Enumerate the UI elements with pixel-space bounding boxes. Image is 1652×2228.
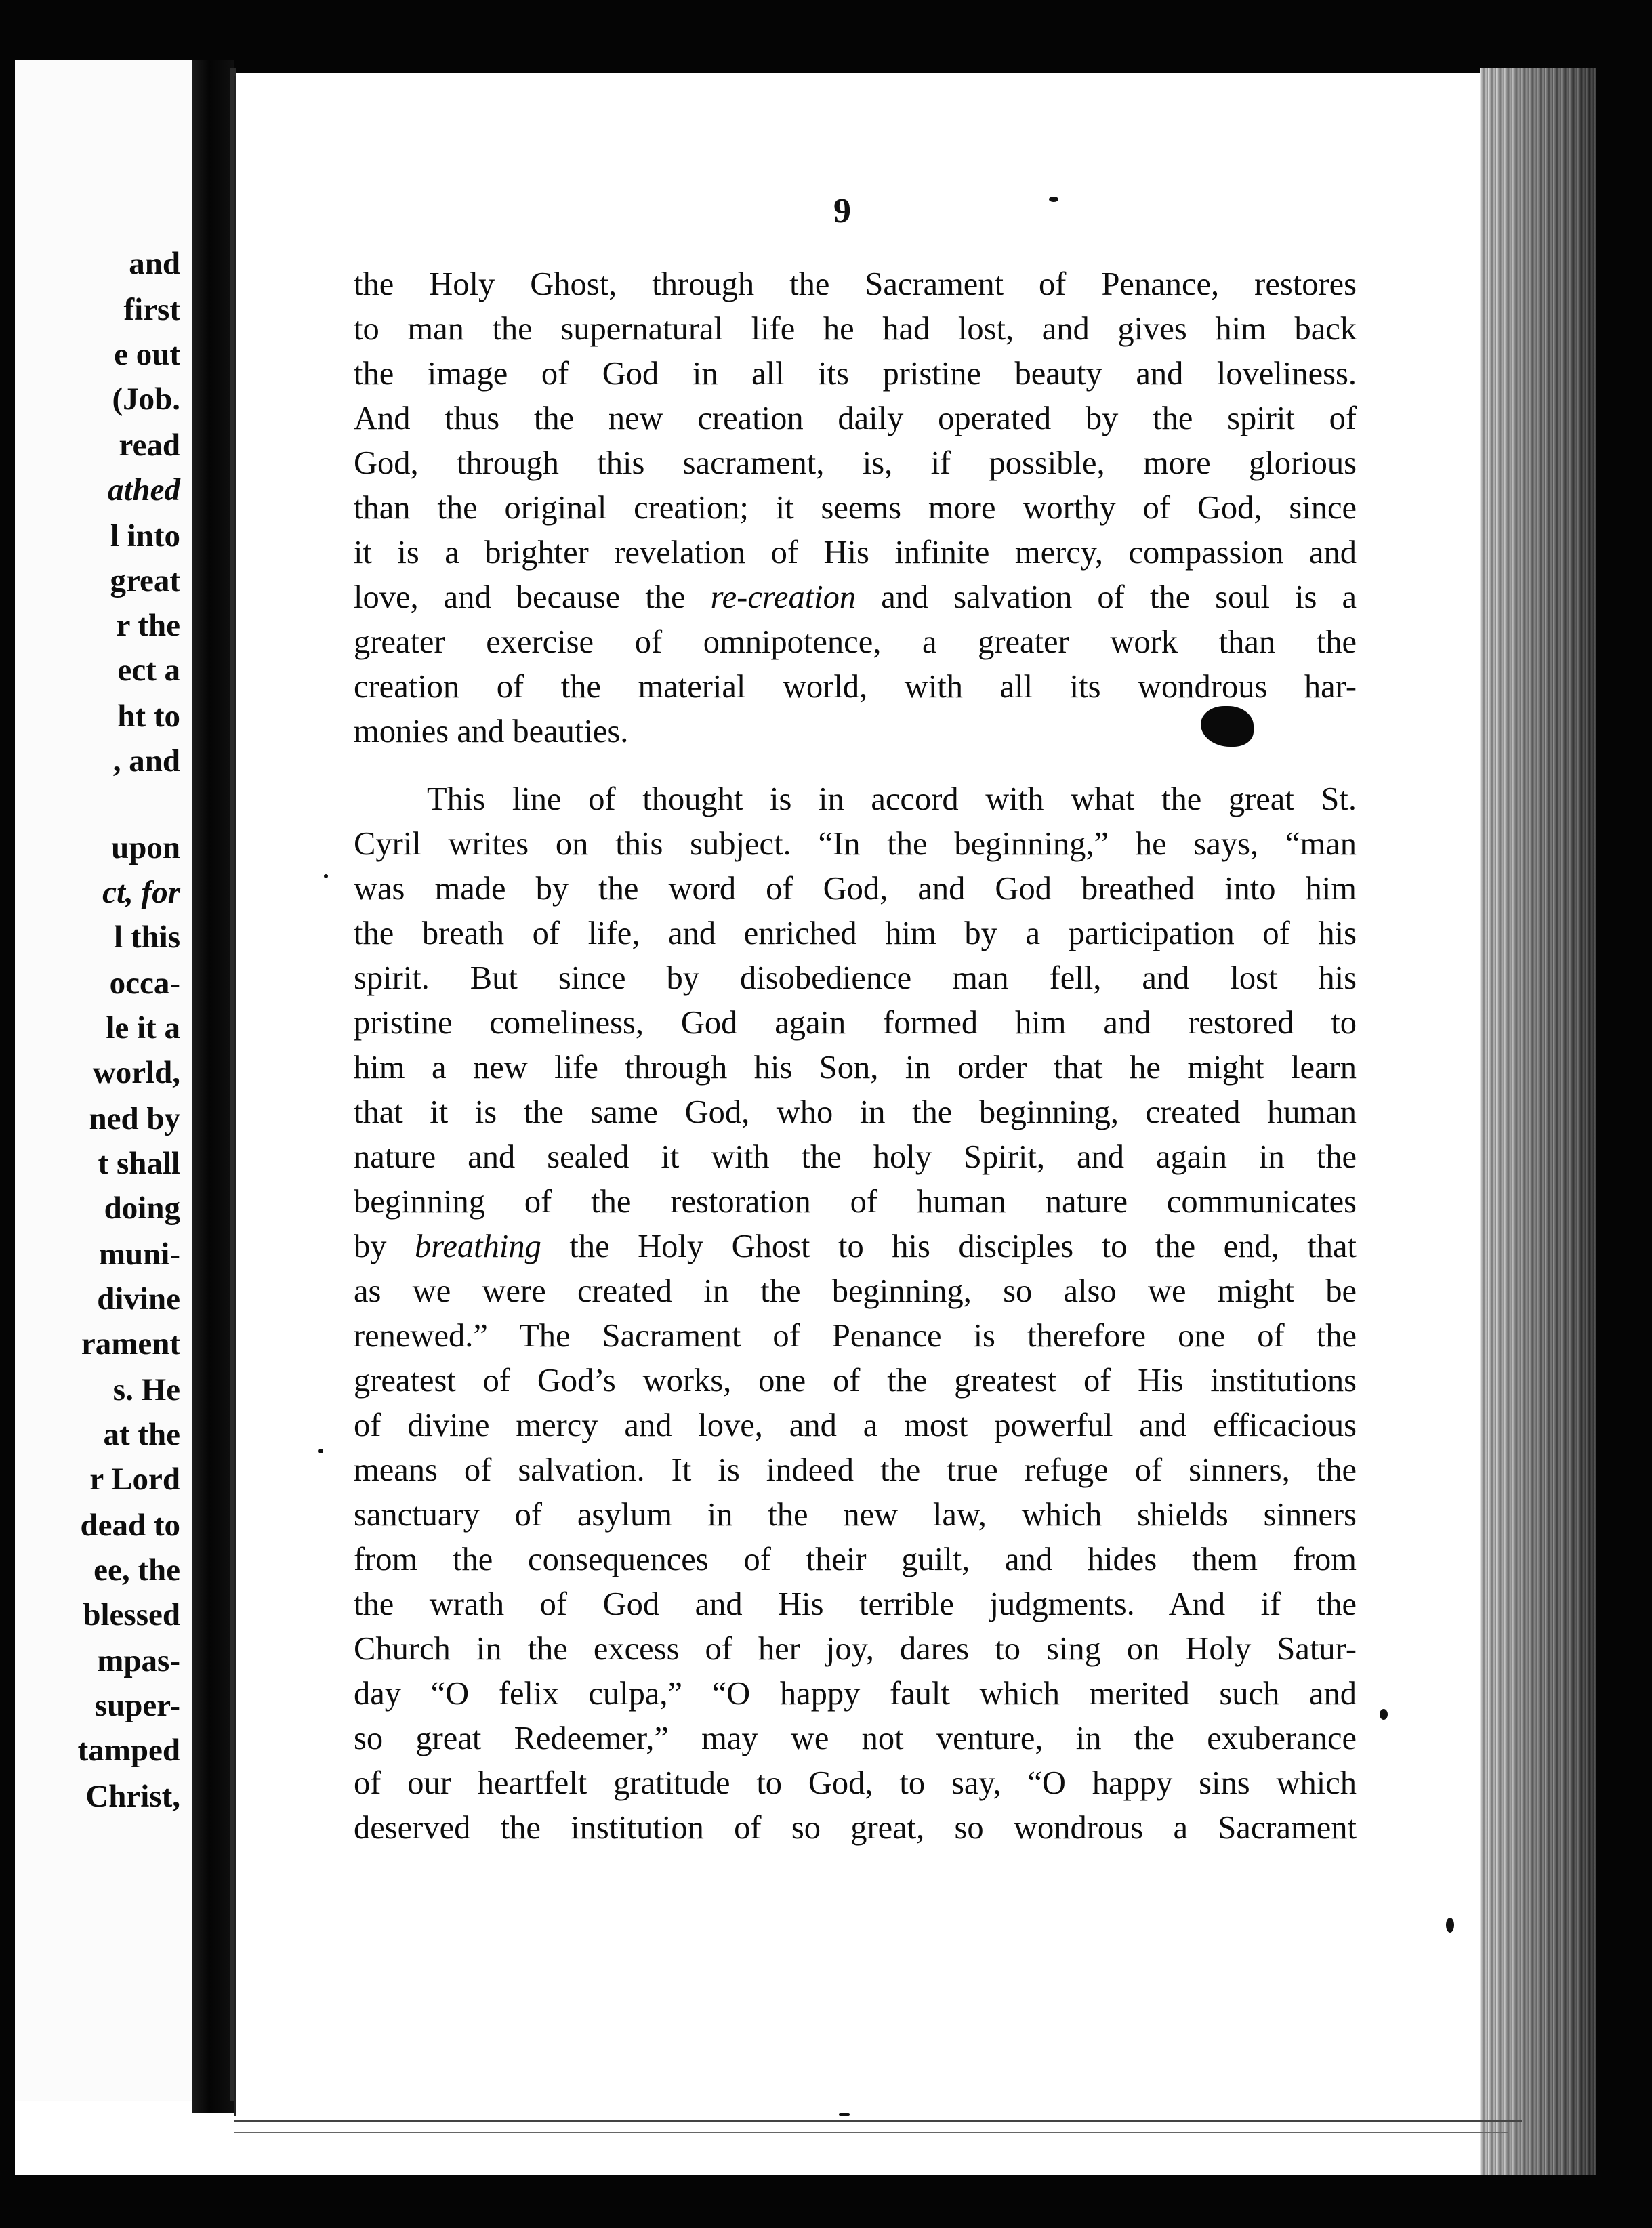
prev-line: s. He: [112, 1372, 180, 1407]
text-segment: love, and because the: [354, 579, 711, 615]
text-line: was made by the word of God, and God breathed into him: [354, 871, 1357, 907]
page-number: 9: [833, 192, 851, 230]
ink-speck: [1380, 1709, 1388, 1720]
page-edges-shade: [1480, 68, 1596, 2175]
prev-line: first: [123, 292, 180, 327]
text-line: the breath of life, and enriched him by a participation of his: [354, 915, 1357, 951]
text-line: creation of the material world, with all its wondrous har-: [354, 669, 1357, 705]
prev-line: t shall: [98, 1146, 180, 1181]
scan-frame-bottom: [0, 2175, 1652, 2228]
prev-line: r Lord: [89, 1462, 180, 1497]
prev-line: mpas-: [97, 1643, 180, 1678]
text-line: deserved the institution of so great, so wondrous a Sacrament: [354, 1810, 1357, 1846]
prev-line: athed: [107, 472, 180, 508]
prev-line: e out: [114, 337, 180, 372]
prev-line: (Job.: [112, 381, 180, 417]
prev-line: l into: [110, 518, 180, 554]
scan-frame-top: [0, 0, 1652, 73]
text-line: beginning of the restoration of human nature communicates: [354, 1184, 1357, 1220]
prev-line: world,: [92, 1055, 180, 1090]
text-segment: by: [354, 1229, 415, 1264]
prev-line: blessed: [83, 1597, 180, 1632]
text-line: it is a brighter revelation of His infinite mercy, compassion and: [354, 535, 1357, 571]
prev-line: ct, for: [102, 875, 180, 910]
italic-word: re-creation: [710, 579, 856, 615]
prev-line: occa-: [109, 966, 180, 1001]
text-line: God, through this sacrament, is, if possible, more glorious: [354, 445, 1357, 481]
ink-speck: [324, 874, 328, 878]
text-line: of divine mercy and love, and a most powerful and efficacious: [354, 1407, 1357, 1443]
text-line: from the consequences of their guilt, and hides them from: [354, 1542, 1357, 1577]
prev-line: divine: [97, 1281, 180, 1317]
text-line: This line of thought is in accord with what the great St.: [427, 781, 1357, 817]
text-line: greater exercise of omnipotence, a greater work than the: [354, 624, 1357, 660]
prev-line: ht to: [117, 699, 180, 734]
text-line-with-italic: [354, 581, 1357, 615]
prev-line: upon: [111, 830, 180, 865]
text-segment: and salvation of the soul is a: [856, 579, 1357, 615]
prev-line: dead to: [80, 1508, 180, 1543]
prev-line: muni-: [98, 1237, 180, 1272]
text-line: greatest of God’s works, one of the greatest of His institutions: [354, 1363, 1357, 1399]
prev-line: le it a: [106, 1010, 180, 1046]
prev-line: tamped: [77, 1733, 180, 1768]
book-gutter: [192, 60, 234, 2113]
prev-line: l this: [114, 920, 180, 955]
prev-line: doing: [104, 1191, 180, 1226]
prev-line: r the: [116, 608, 180, 643]
text-line-with-italic: [354, 1231, 1357, 1264]
italic-word: breathing: [415, 1229, 541, 1264]
text-segment: the Holy Ghost to his disciples to the end, that: [541, 1229, 1357, 1264]
text-line: pristine comeliness, God again formed him and restored to: [354, 1005, 1357, 1041]
ink-speck: [318, 1449, 323, 1453]
text-line: nature and sealed it with the holy Spirit, and again in the: [354, 1139, 1357, 1175]
prev-line: rament: [81, 1326, 180, 1361]
text-line: And thus the new creation daily operated by the spirit of: [354, 400, 1357, 436]
text-line: means of salvation. It is indeed the true refuge of sinners, the: [354, 1452, 1357, 1488]
text-line: him a new life through his Son, in order that he might learn: [354, 1050, 1357, 1086]
text-line: than the original creation; it seems more worthy of God, since: [354, 490, 1357, 526]
ink-speck: [1049, 197, 1058, 202]
text-line: as we were created in the beginning, so also we might be: [354, 1273, 1357, 1309]
prev-line: ned by: [89, 1101, 180, 1136]
prev-line: great: [110, 563, 180, 598]
text-line: to man the supernatural life he had lost, and gives him back: [354, 311, 1357, 347]
prev-line: , and: [112, 743, 180, 779]
ink-speck: [1446, 1918, 1454, 1933]
ink-speck: [839, 2113, 850, 2116]
prev-line: at the: [103, 1417, 180, 1452]
text-line: the Holy Ghost, through the Sacrament of Penance, restores: [354, 266, 1357, 302]
text-line: the image of God in all its pristine beauty and loveliness.: [354, 356, 1357, 392]
previous-page-fragment: [15, 60, 192, 2101]
prev-line: read: [119, 428, 180, 463]
text-line: renewed.” The Sacrament of Penance is therefore one of the: [354, 1318, 1357, 1354]
text-line: spirit. But since by disobedience man fell, and lost his: [354, 960, 1357, 996]
scan-frame-left: [0, 0, 15, 2228]
text-line: Cyril writes on this subject. “In the beginning,” he says, “man: [354, 826, 1357, 862]
text-line: day “O felix culpa,” “O happy fault which merited such and: [354, 1676, 1357, 1712]
text-line: the wrath of God and His terrible judgments. And if the: [354, 1586, 1357, 1622]
text-line: monies and beauties.: [354, 714, 629, 749]
page-bottom-edge: [234, 2120, 1522, 2122]
prev-line: Christ,: [85, 1779, 180, 1814]
prev-line: and: [129, 246, 180, 281]
text-line: sanctuary of asylum in the new law, which shields sinners: [354, 1497, 1357, 1533]
scan-frame-right: [1596, 0, 1652, 2228]
page-bottom-edge-2: [234, 2132, 1508, 2133]
prev-line: ee, the: [94, 1552, 180, 1588]
text-line: so great Redeemer,” may we not venture, in the exuberance: [354, 1720, 1357, 1756]
text-line: Church in the excess of her joy, dares to sing on Holy Satur-: [354, 1631, 1357, 1667]
text-line: that it is the same God, who in the beginning, created human: [354, 1094, 1357, 1130]
prev-line: super-: [94, 1688, 180, 1723]
text-line: of our heartfelt gratitude to God, to say, “O happy sins which: [354, 1765, 1357, 1801]
prev-line: ect a: [117, 653, 180, 688]
